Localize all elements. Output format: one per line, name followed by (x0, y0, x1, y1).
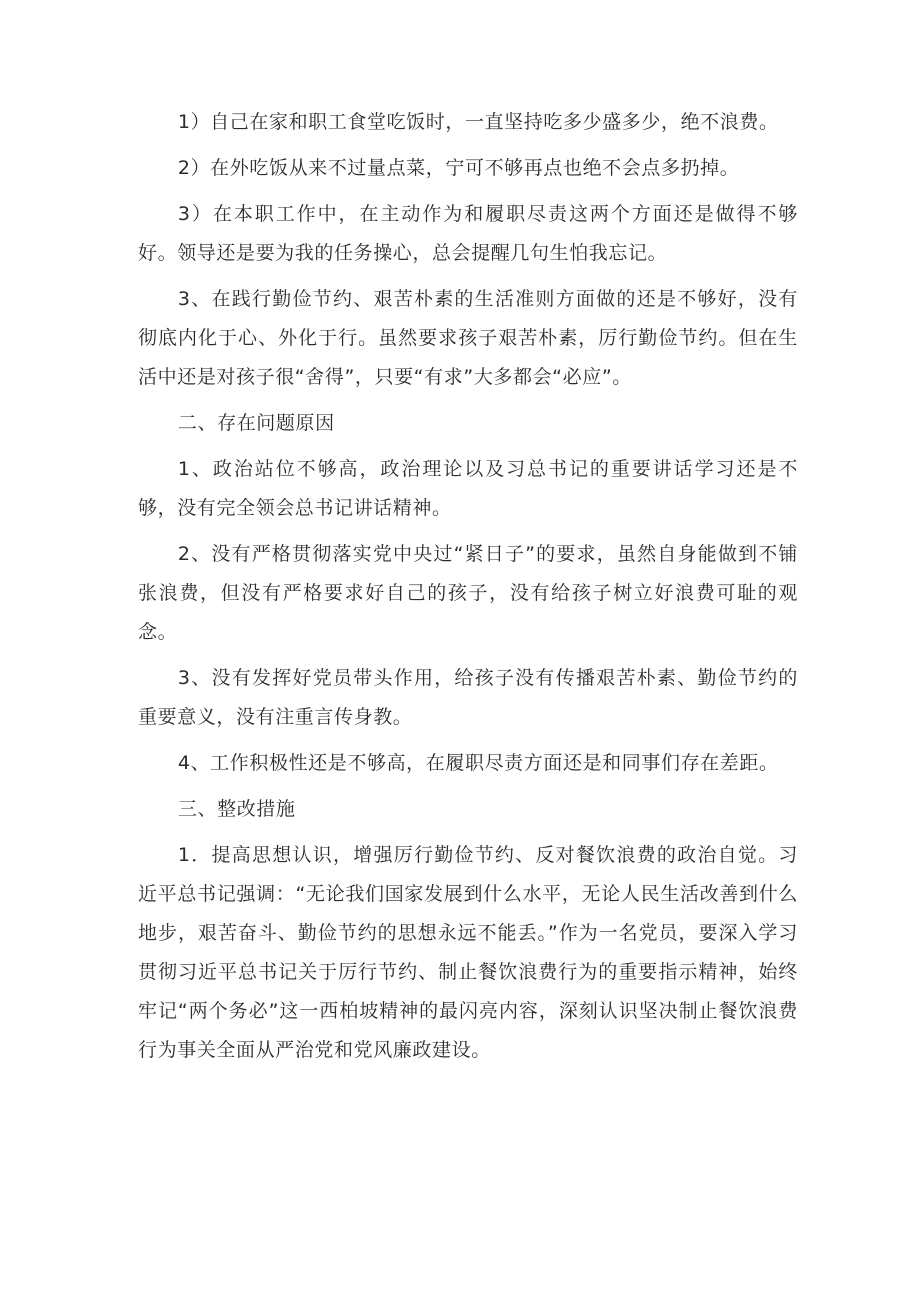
section-heading-measures: 三、整改措施 (177, 798, 296, 820)
paragraph-point-3-frugality: 3、在践行勤俭节约、艰苦朴素的生活准则方面做的还是不够好，没有彻底内化于心、外化于行。虽然要求孩子艰苦朴素，厉行勤俭节约。但在生活中还是对孩子很“舍得”，只要“有求”大多都会“必应”。 (138, 288, 798, 388)
paragraph-measure-1: 1．提高思想认识，增强厉行勤俭节约、反对餐饮浪费的政治自觉。习近平总书记强调：“无论我们国家发展到什么水平，无论人民生活改善到什么地步，艰苦奋斗、勤俭节约的思想永远不能丢。”作为一名党员，要深入学习贯彻习近平总书记关于厉行节约、制止餐饮浪费行为的重要指示精神，始终牢记“两个务必”这一西柏坡精神的最闪亮内容，深刻认识坚决制止餐饮浪费行为事关全面从严治党和党风廉政建设。 (138, 844, 798, 1061)
paragraph-item-2-eating-out: 2）在外吃饭从来不过量点菜，宁可不够再点也绝不会点多扔掉。 (177, 157, 740, 179)
paragraph-cause-4: 4、工作积极性还是不够高，在履职尽责方面还是和同事们存在差距。 (177, 752, 779, 774)
document-body (138, 103, 798, 1077)
paragraph-cause-3: 3、没有发挥好党员带头作用，给孩子没有传播艰苦朴素、勤俭节约的重要意义，没有注重言传身教。 (138, 667, 798, 728)
paragraph-cause-1: 1、政治站位不够高，政治理论以及习总书记的重要讲话学习还是不够，没有完全领会总书记讲话精神。 (138, 458, 798, 519)
paragraph-item-1-home-canteen: 1）自己在家和职工食堂吃饭时，一直坚持吃多少盛多少，绝不浪费。 (177, 111, 779, 133)
paragraph-item-3-work-duty: 3）在本职工作中，在主动作为和履职尽责这两个方面还是做得不够好。领导还是要为我的任务操心，总会提醒几句生怕我忘记。 (138, 203, 798, 264)
paragraph-cause-2: 2、没有严格贯彻落实党中央过“紧日子”的要求，虽然自身能做到不铺张浪费，但没有严格要求好自己的孩子，没有给孩子树立好浪费可耻的观念。 (138, 543, 798, 643)
section-heading-causes: 二、存在问题原因 (177, 412, 335, 434)
